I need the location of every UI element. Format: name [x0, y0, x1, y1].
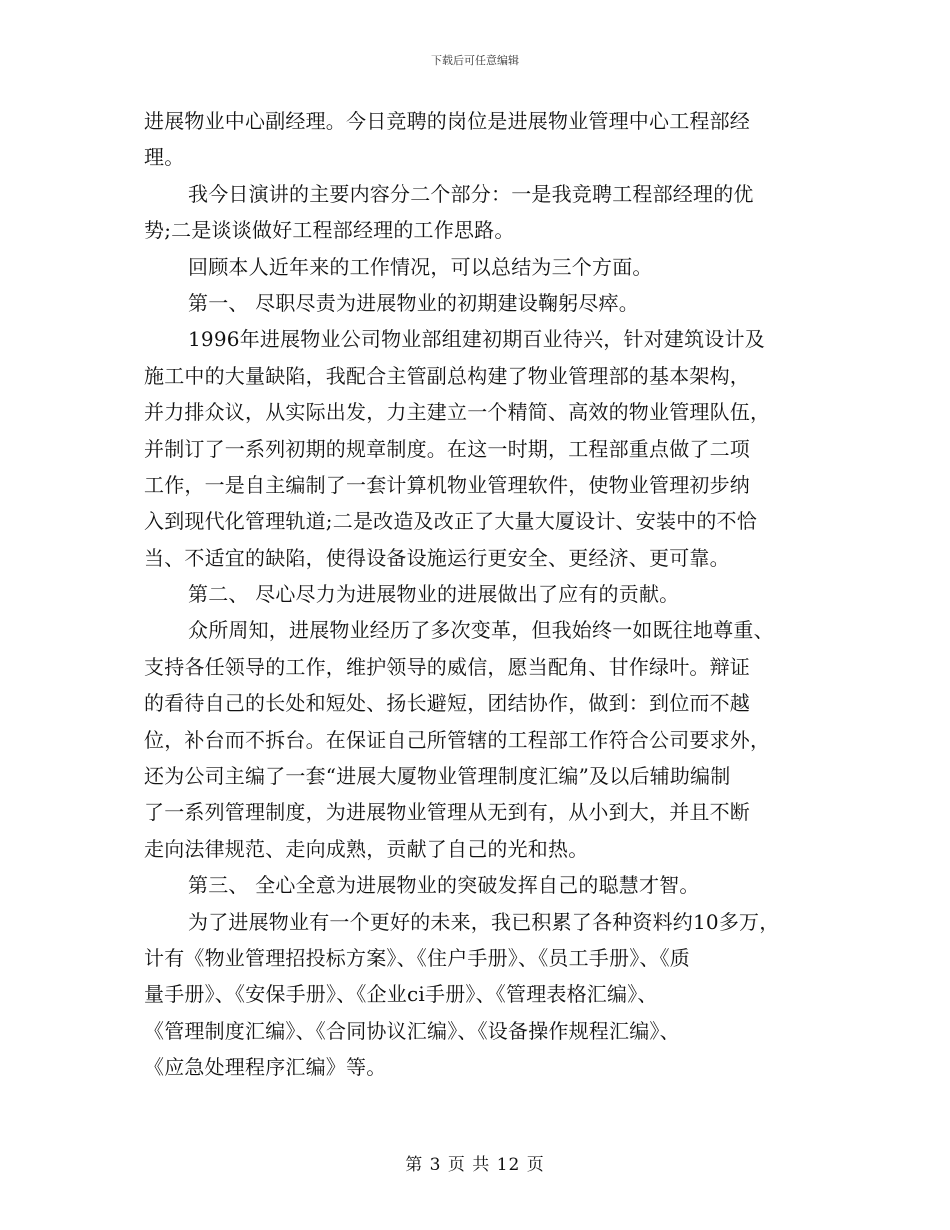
text-line: 支持各任领导的工作，维护领导的威信，愿当配角、甘作绿叶。辩证 [144, 654, 750, 679]
text-line: 入到现代化管理轨道;二是改造及改正了大量大厦设计、安装中的不恰 [144, 509, 757, 534]
text-line: 位，补台而不拆台。在保证自己所管辖的工程部工作符合公司要求外， [144, 727, 771, 752]
text-line: 理。 [144, 145, 185, 170]
text-line: 1996年进展物业公司物业部组建初期百业待兴，针对建筑设计及 [188, 327, 765, 352]
text-line: 还为公司主编了一套“进展大厦物业管理制度汇编”及以后辅助编制 [144, 764, 731, 789]
text-line: 计有《物业管理招投标方案》、《住户手册》、《员工手册》、《质 [144, 945, 690, 970]
text-line: 工作，一是自主编制了一套计算机物业管理软件，使物业管理初步纳 [144, 472, 750, 497]
text-line: 了一系列管理制度，为进展物业管理从无到有，从小到大，并且不断 [144, 800, 750, 825]
text-line: 走向法律规范、走向成熟，贡献了自己的光和热。 [144, 836, 589, 861]
text-line: 我今日演讲的主要内容分二个部分：一是我竞聘工程部经理的优 [188, 181, 754, 206]
text-line: 第一、 尽职尽责为进展物业的初期建设鞠躬尽瘁。 [188, 290, 639, 315]
text-line: 第二、 尽心尽力为进展物业的进展做出了应有的贡献。 [188, 582, 680, 607]
text-line: 第三、 全心全意为进展物业的突破发挥自己的聪慧才智。 [188, 873, 700, 898]
text-line: 并力排众议，从实际出发，力主建立一个精简、高效的物业管理队伍， [144, 400, 771, 425]
text-line: 回顾本人近年来的工作情况，可以总结为三个方面。 [188, 254, 653, 279]
text-line: 《管理制度汇编》、《合同协议汇编》、《设备操作规程汇编》、 [144, 1018, 680, 1043]
text-line: 量手册》、《安保手册》、《企业ci手册》、《管理表格汇编》、 [144, 982, 658, 1007]
text-line: 施工中的大量缺陷，我配合主管副总构建了物业管理部的基本架构， [144, 363, 750, 388]
text-line: 为了进展物业有一个更好的未来，我已积累了各种资料约10多万， [188, 909, 780, 934]
text-line: 势;二是谈谈做好工程部经理的工作思路。 [144, 218, 515, 243]
text-line: 当、不适宜的缺陷，使得设备设施运行更安全、更经济、更可靠。 [144, 545, 730, 570]
text-line: 的看待自己的长处和短处、扬长避短，团结协作，做到：到位而不越 [144, 691, 750, 716]
text-line: 并制订了一系列初期的规章制度。在这一时期，工程部重点做了二项 [144, 436, 750, 461]
page-number-footer: 第 3 页 共 12 页 [405, 1155, 545, 1175]
text-line: 众所周知，进展物业经历了多次变革，但我始终一如既往地尊重、 [188, 618, 774, 643]
text-line: 《应急处理程序汇编》等。 [144, 1055, 387, 1080]
page-header: 下载后可任意编辑 [431, 54, 519, 67]
text-line: 进展物业中心副经理。今日竞聘的岗位是进展物业管理中心工程部经 [144, 109, 750, 133]
document-body [144, 103, 814, 1086]
